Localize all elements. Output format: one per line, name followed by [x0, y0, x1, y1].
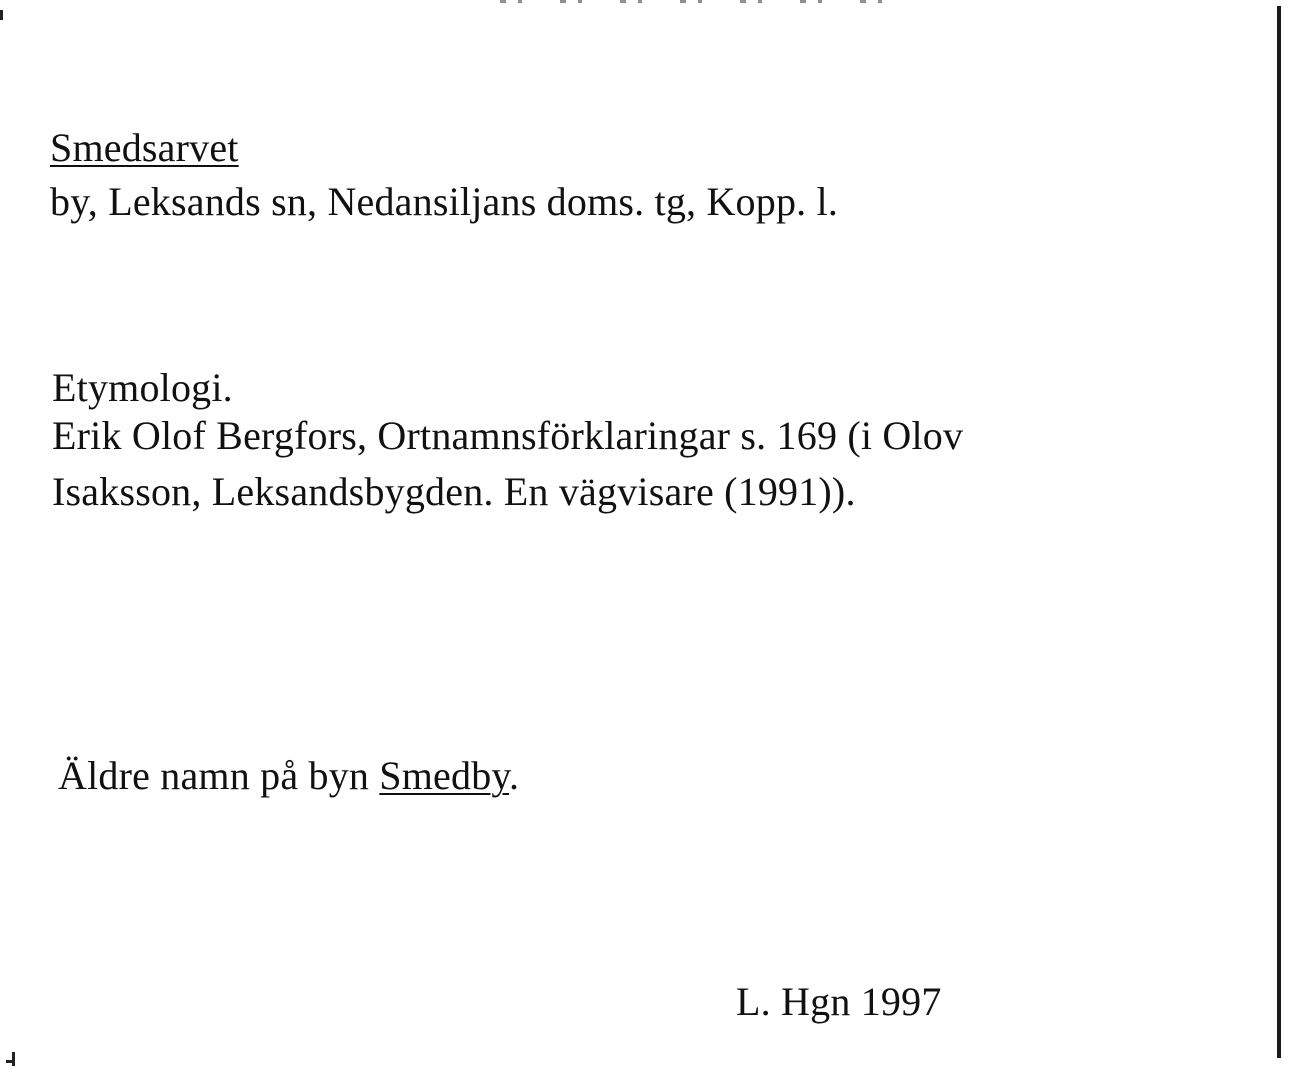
scan-mark-bottom-left [4, 1052, 16, 1066]
signature: L. Hgn 1997 [736, 979, 942, 1024]
older-name-suffix: . [509, 753, 520, 798]
etymology-line-2: Isaksson, Leksandsbygden. En vägvisare (1991)). [52, 469, 856, 514]
scan-mark-top-left [0, 10, 3, 20]
etymology-line-1: Erik Olof Bergfors, Ortnamnsförklaringar s. 169 (i Olov [52, 413, 964, 458]
card-edge-right [1277, 6, 1281, 1058]
older-name-note [58, 753, 520, 798]
entry-title: Smedsarvet [50, 125, 239, 170]
entry-location: by, Leksands sn, Nedansiljans doms. tg, Kopp. l. [50, 179, 839, 224]
older-name-prefix: Äldre namn på byn [58, 753, 380, 798]
scan-artifact-top [500, 0, 900, 3]
older-name-value: Smedby [379, 753, 510, 798]
etymology-heading: Etymologi. [52, 365, 233, 410]
